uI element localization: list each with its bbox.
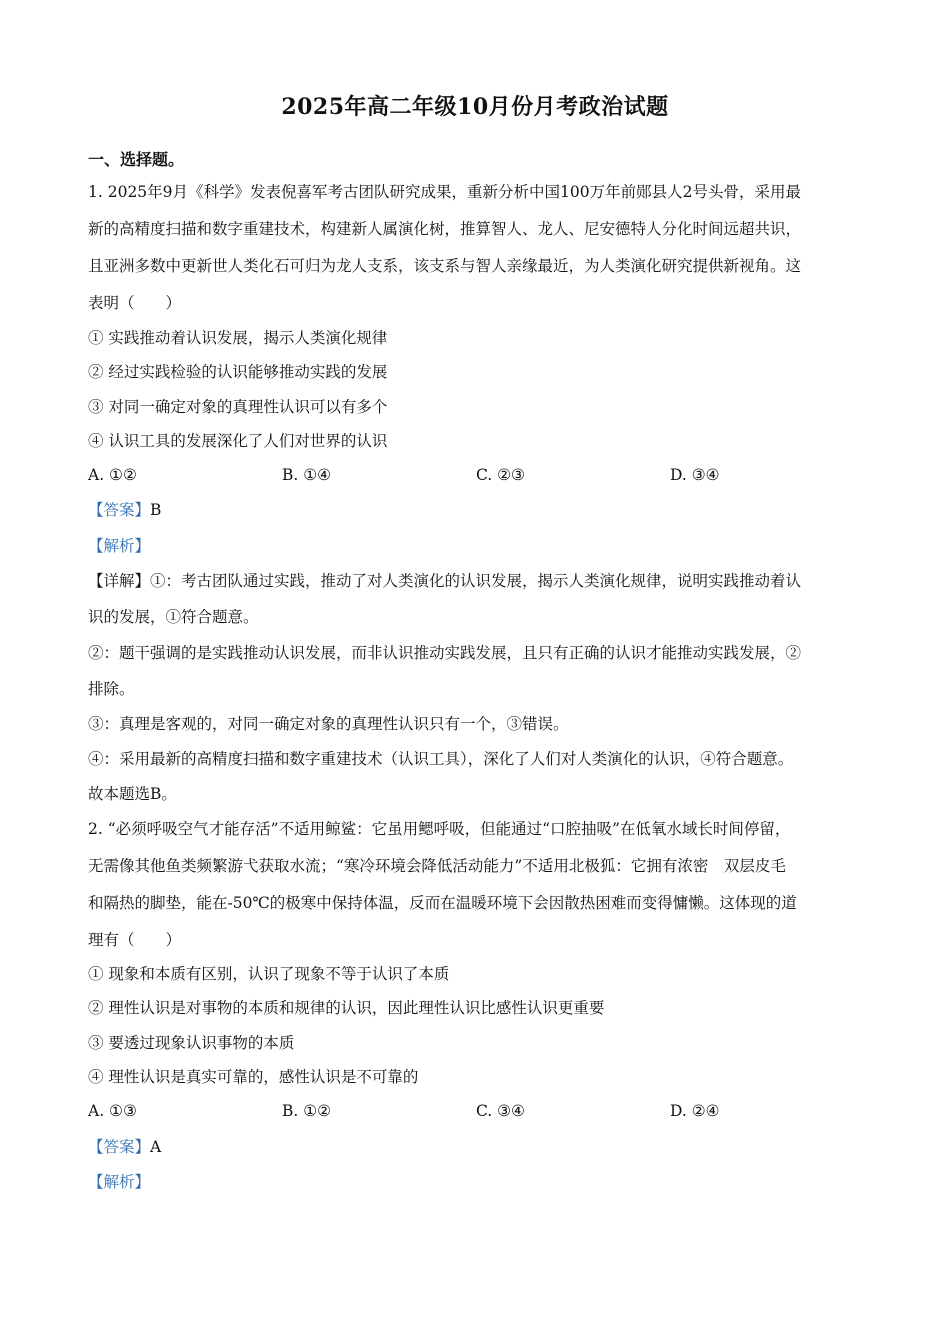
q2-statement: ② 理性认识是对事物的本质和规律的认识，因此理性认识比感性认识更重要 bbox=[88, 999, 605, 1017]
section-heading: 一、选择题。 bbox=[88, 150, 185, 169]
q1-detail-line: 故本题选B。 bbox=[88, 785, 177, 803]
q1-stem-line: 且亚洲多数中更新世人类化石可归为龙人支系，该支系与智人亲缘最近，为人类演化研究提供新视角。这 bbox=[88, 257, 802, 275]
q1-statement: ① 实践推动着认识发展，揭示人类演化规律 bbox=[88, 329, 388, 347]
q2-answer bbox=[88, 1137, 868, 1157]
answer-value: B bbox=[150, 501, 162, 519]
q2-option-d: D. ②④ bbox=[670, 1102, 720, 1120]
q1-statement: ④ 认识工具的发展深化了人们对世界的认识 bbox=[88, 432, 388, 450]
q1-detail-line: ④：采用最新的高精度扫描和数字重建技术（认识工具），深化了人们对人类演化的认识，④符合题意。 bbox=[88, 750, 794, 768]
q2-option-b: B. ①② bbox=[282, 1102, 332, 1120]
q1-analysis-tag: 【解析】 bbox=[88, 537, 151, 555]
q2-statement: ④ 理性认识是真实可靠的，感性认识是不可靠的 bbox=[88, 1068, 419, 1086]
q2-statement: ③ 要透过现象认识事物的本质 bbox=[88, 1034, 295, 1052]
q2-analysis-tag: 【解析】 bbox=[88, 1173, 151, 1191]
q2-option-a: A. ①③ bbox=[88, 1102, 137, 1120]
q1-answer bbox=[88, 500, 868, 520]
q1-detail-line: ②：题干强调的是实践推动认识发展，而非认识推动实践发展，且只有正确的认识才能推动实践发展，② bbox=[88, 644, 802, 662]
q1-option-d: D. ③④ bbox=[670, 466, 720, 484]
page-title: 2025年高二年级10月份月考政治试题 bbox=[281, 94, 669, 120]
q2-options bbox=[88, 1101, 868, 1121]
q1-detail-line: ③：真理是客观的，对同一确定对象的真理性认识只有一个，③错误。 bbox=[88, 715, 569, 733]
q1-detail-line: 【详解】①：考古团队通过实践，推动了对人类演化的认识发展，揭示人类演化规律，说明实践推动着认 bbox=[88, 572, 802, 590]
q1-detail-line: 排除。 bbox=[88, 680, 135, 698]
answer-tag: 【答案】 bbox=[88, 501, 151, 519]
q2-stem-line: 2. “必须呼吸空气才能存活”不适用鲸鲨：它虽用鳃呼吸，但能通过“口腔抽吸”在低氧水域长时间停留， bbox=[88, 820, 791, 838]
q1-detail-line: 识的发展，①符合题意。 bbox=[88, 608, 259, 626]
q1-option-a: A. ①② bbox=[88, 466, 137, 484]
q1-stem-line: 表明（ ） bbox=[88, 294, 182, 312]
q1-stem-line: 1. 2025年9月《科学》发表倪喜军考古团队研究成果，重新分析中国100万年前郧县人2号头骨，采用最 bbox=[88, 183, 801, 201]
q1-option-c: C. ②③ bbox=[476, 466, 525, 484]
q2-option-c: C. ③④ bbox=[476, 1102, 525, 1120]
q2-stem-line: 理有（ ） bbox=[88, 931, 182, 949]
q2-stem-line: 和隔热的脚垫，能在-50℃的极寒中保持体温，反而在温暖环境下会因散热困难而变得慵懒。这体现的道 bbox=[88, 894, 797, 912]
q1-statement: ③ 对同一确定对象的真理性认识可以有多个 bbox=[88, 398, 388, 416]
q1-stem-line: 新的高精度扫描和数字重建技术，构建新人属演化树，推算智人、龙人、尼安德特人分化时间远超共识， bbox=[88, 220, 802, 238]
q1-option-b: B. ①④ bbox=[282, 466, 332, 484]
q1-options bbox=[88, 465, 868, 485]
q2-statement: ① 现象和本质有区别，认识了现象不等于认识了本质 bbox=[88, 965, 450, 983]
q2-stem-line: 无需像其他鱼类频繁游弋获取水流；“寒冷环境会降低活动能力”不适用北极狐：它拥有浓密 双层皮毛 bbox=[88, 857, 786, 875]
answer-tag: 【答案】 bbox=[88, 1138, 151, 1156]
answer-value: A bbox=[150, 1138, 162, 1156]
q1-statement: ② 经过实践检验的认识能够推动实践的发展 bbox=[88, 363, 388, 381]
